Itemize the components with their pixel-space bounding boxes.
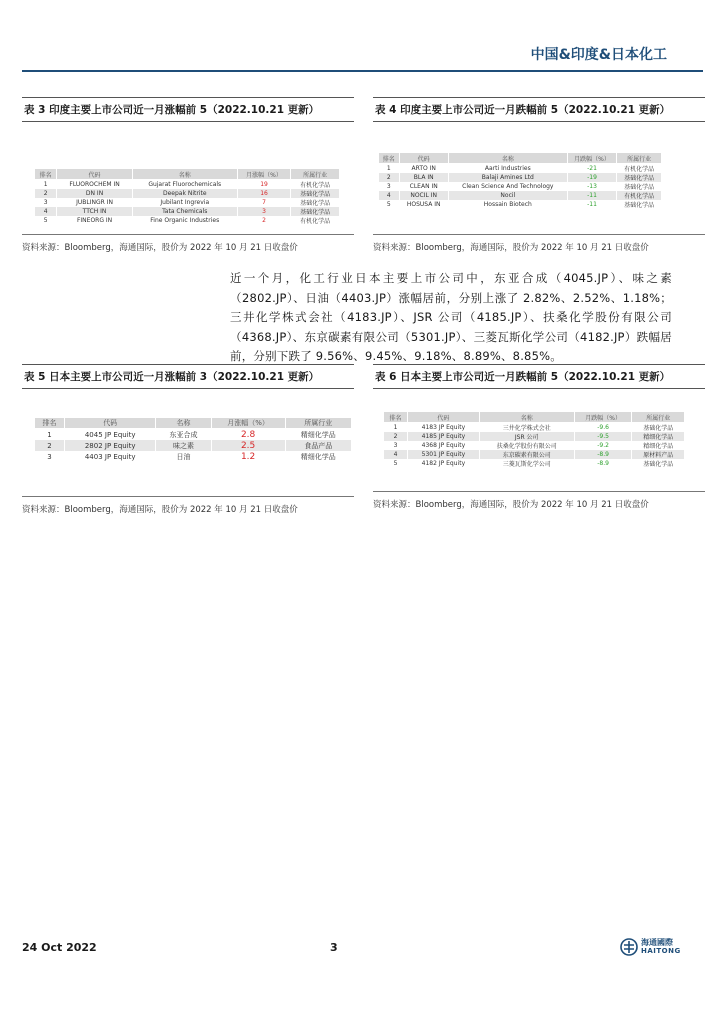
table-cell: 3 [379,182,400,191]
table-row [35,440,352,451]
table-row [35,198,340,207]
table-cell: 基础化学品 [617,173,662,182]
table-cell: -8.9 [574,459,632,468]
table-header-row [384,412,685,423]
table-cell: 1 [35,429,65,441]
table-cell: 4045 JP Equity [65,429,156,441]
table-cell: 精细化学品 [632,441,685,450]
table-cell: 2 [379,173,400,182]
table6-title: 表 6 日本主要上市公司近一月跌幅前 5（2022.10.21 更新） [373,364,705,389]
table-cell: 5 [35,216,57,225]
table-cell: 5301 JP Equity [408,450,480,459]
table-cell: 3 [35,451,65,462]
table-cell: 2 [35,440,65,451]
table4-block [373,97,705,253]
table-cell: Jubilant Ingrevia [132,198,237,207]
table-cell: 扶桑化学股份有限公司 [479,441,574,450]
table-cell: 有机化学品 [617,191,662,200]
table-cell: -21 [567,164,616,174]
table-cell: Clean Science And Technology [448,182,567,191]
column-header: 月涨幅（%） [237,169,291,180]
table-row [384,450,685,459]
table-cell: 5 [379,200,400,209]
body-paragraph: 近一个月，化工行业日本主要上市公司中，东亚合成（4045.JP）、味之素（2802.JP）、日油（4403.JP）涨幅居前，分别上涨了 2.82%、2.52%、1.18%；三井化学株式会社（4183.JP）、JSR 公司（4185.JP）、扶桑化学股份有限公司（4368.JP）、东京碳素有限公司（5301.JP）、三菱瓦斯化学公司（4182.JP）跌幅居前，分别下跌了 9.56%、9.45%、9.18%、8.89%、8.85%。 [230,271,672,364]
table-row [384,459,685,468]
logo-text-cn: 海通國際 [641,938,673,947]
table6-source: 资料来源：Bloomberg，海通国际，股价为 2022 年 10 月 21 日收盘价 [373,500,649,510]
table-row [379,191,662,200]
table-cell: Aarti Industries [448,164,567,174]
table-cell: -9.5 [574,432,632,441]
table-cell: 2.5 [211,440,285,451]
column-header: 代码 [408,412,480,423]
table-cell: CLEAN IN [399,182,448,191]
table-cell: DN IN [57,189,132,198]
column-header: 所属行业 [617,153,662,164]
logo-text-en: HAITONG [641,947,681,955]
table-cell: Fine Organic Industries [132,216,237,225]
table3 [34,168,340,225]
column-header: 名称 [156,418,211,429]
table-cell: 2 [35,189,57,198]
table-cell: -11 [567,200,616,209]
table-cell: 4 [35,207,57,216]
table-cell: 4185 JP Equity [408,432,480,441]
table-cell: 4368 JP Equity [408,441,480,450]
column-header: 名称 [448,153,567,164]
table-cell: 三菱瓦斯化学公司 [479,459,574,468]
table-cell: 7 [237,198,291,207]
table-cell: 基础化学品 [632,459,685,468]
table-cell: 有机化学品 [291,216,340,225]
table-row [379,173,662,182]
table-cell: Deepak Nitrite [132,189,237,198]
table-cell: 精细化学品 [285,429,351,441]
table-cell: 3 [35,198,57,207]
table-row [35,189,340,198]
table-cell: JSR 公司 [479,432,574,441]
haitong-logo-icon [620,938,638,956]
table3-block [22,97,354,253]
table-header-row [379,153,662,164]
column-header: 月跌幅（%） [567,153,616,164]
table-cell: 3 [384,441,408,450]
table-cell: 有机化学品 [617,164,662,174]
table5-source: 资料来源：Bloomberg，海通国际，股价为 2022 年 10 月 21 日收盘价 [22,505,298,515]
table-cell: 5 [384,459,408,468]
table-cell: -11 [567,191,616,200]
table-cell: JUBLINGR IN [57,198,132,207]
column-header: 所属行业 [632,412,685,423]
column-header: 代码 [57,169,132,180]
column-header: 排名 [35,169,57,180]
table-cell: 基础化学品 [632,423,685,433]
table-row [35,207,340,216]
table-cell: 精细化学品 [285,451,351,462]
report-section-title: 中国&印度&日本化工 [530,47,667,63]
table-cell: 4183 JP Equity [408,423,480,433]
column-header: 名称 [479,412,574,423]
table-cell: 三井化学株式会社 [479,423,574,433]
haitong-logo [620,938,681,956]
table-header-row [35,418,352,429]
table-row [384,441,685,450]
column-header: 名称 [132,169,237,180]
table-cell: 原材料产品 [632,450,685,459]
table-cell: 4 [379,191,400,200]
table-cell: -19 [567,173,616,182]
table-cell: 1 [35,180,57,190]
table-cell: 4 [384,450,408,459]
table-cell: 东亚合成 [156,429,211,441]
table-cell: 日油 [156,451,211,462]
table-cell: 3 [237,207,291,216]
table-cell: FINEORG IN [57,216,132,225]
table-cell: ARTO IN [399,164,448,174]
table5-title: 表 5 日本主要上市公司近一月涨幅前 3（2022.10.21 更新） [22,364,354,389]
table-cell: FLUOROCHEM IN [57,180,132,190]
column-header: 月涨幅（%） [211,418,285,429]
footer-date: 24 Oct 2022 [22,941,97,954]
column-header: 排名 [379,153,400,164]
table-cell: 19 [237,180,291,190]
table-cell: 基础化学品 [291,198,340,207]
table4-source: 资料来源：Bloomberg，海通国际，股价为 2022 年 10 月 21 日收盘价 [373,243,649,253]
table-cell: -9.6 [574,423,632,433]
table-cell: 2 [384,432,408,441]
table-row [379,200,662,209]
table-cell: 1 [384,423,408,433]
table-cell: 1 [379,164,400,174]
table-cell: NOCIL IN [399,191,448,200]
column-header: 排名 [384,412,408,423]
table-cell: 精细化学品 [632,432,685,441]
table-row [35,429,352,441]
table-cell: 基础化学品 [617,182,662,191]
table-row [35,451,352,462]
column-header: 所属行业 [285,418,351,429]
table-cell: Gujarat Fluorochemicals [132,180,237,190]
table3-source: 资料来源：Bloomberg，海通国际，股价为 2022 年 10 月 21 日收盘价 [22,243,298,253]
table3-title: 表 3 印度主要上市公司近一月涨幅前 5（2022.10.21 更新） [22,97,354,122]
table5 [34,417,352,462]
table-cell: -9.2 [574,441,632,450]
table-cell: 4403 JP Equity [65,451,156,462]
table6-block [373,364,705,510]
table-row [384,423,685,433]
table-cell: 2.8 [211,429,285,441]
table-cell: 1.2 [211,451,285,462]
table-cell: 16 [237,189,291,198]
table4 [378,152,662,209]
table6 [383,411,685,468]
table-row [379,164,662,174]
header-divider [22,70,703,72]
table-row [384,432,685,441]
table-cell: 味之素 [156,440,211,451]
table-cell: 4182 JP Equity [408,459,480,468]
page-number: 3 [330,941,338,954]
table5-block [22,364,354,515]
column-header: 所属行业 [291,169,340,180]
table-cell: 东京碳素有限公司 [479,450,574,459]
table-cell: Balaji Amines Ltd [448,173,567,182]
table-cell: -13 [567,182,616,191]
table-cell: Hossain Biotech [448,200,567,209]
table-cell: 食品产品 [285,440,351,451]
table-row [35,180,340,190]
table-cell: 基础化学品 [617,200,662,209]
table-cell: -8.9 [574,450,632,459]
table-cell: 基础化学品 [291,189,340,198]
column-header: 代码 [399,153,448,164]
table-cell: Tata Chemicals [132,207,237,216]
column-header: 排名 [35,418,65,429]
table-cell: 2802 JP Equity [65,440,156,451]
table-cell: 基础化学品 [291,207,340,216]
column-header: 月跌幅（%） [574,412,632,423]
table-row [379,182,662,191]
table4-title: 表 4 印度主要上市公司近一月跌幅前 5（2022.10.21 更新） [373,97,705,122]
column-header: 代码 [65,418,156,429]
table-cell: 2 [237,216,291,225]
table-cell: TTCH IN [57,207,132,216]
table-cell: Nocil [448,191,567,200]
table-row [35,216,340,225]
table-cell: BLA IN [399,173,448,182]
table-header-row [35,169,340,180]
table-cell: HOSUSA IN [399,200,448,209]
table-cell: 有机化学品 [291,180,340,190]
